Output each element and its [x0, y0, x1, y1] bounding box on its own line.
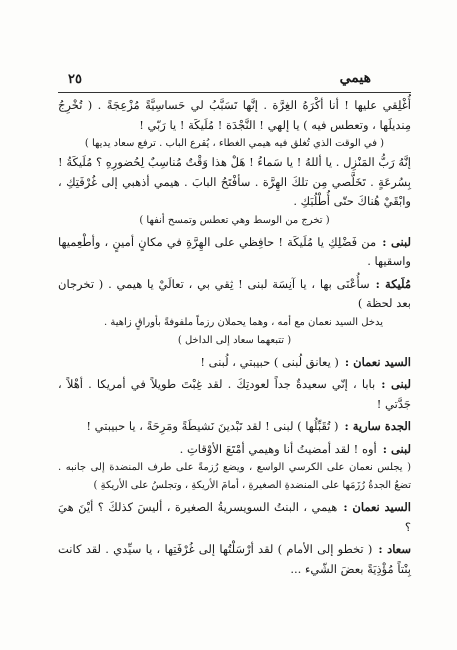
dialogue-text: أوه ! لقد أمضيتُ أنا وهيمي أمْتَعَ الأوْقاتِ . [179, 441, 377, 456]
stage-direction: ( في الوقت الذي تُغلق فيه هيمي الغطاء ، يُقرع الباب . ترفع سعاد يديها ) [84, 138, 385, 149]
paragraph: أُغْلِقي عليها ! أنا أكْرَهُ الغِرَّة . إنَّها تَسَبَّبُ لي حَساسِيَّةً مُزْعِجَةً . ( تُخْرِجُ مِنديلَها ، وتعطس فيه ) يا إلهي ! النَّجْدَة ! مُلَيكَة ! يا رَبّي ! [58, 98, 411, 132]
dialogue-line [58, 440, 411, 460]
page-number: ٢٥ [68, 72, 82, 87]
dialogue-line [58, 498, 411, 537]
running-title: هيمي [339, 70, 371, 86]
dialogue-text: ( يعانق لُبنى ) حبيبتي ، لُبنى ! [200, 354, 339, 369]
dialogue-line [58, 275, 411, 314]
paragraph: إنَّهُ رَبُّ المَنْزِل . يا أللهُ ! يا سَماءُ ! هَلْ هذا وَقْتٌ مُناسِبٌ لِحُضورِهِ ؟ مُلَيكَةُ ! بِسُرعَةٍ . تَخَلَّصي مِن تلكَ الهِرَّة . سأفْتَحُ البابَ . هيمي أذهبي إلى غُرْفَتِكِ ، وابْقَيْ هُناكَ حتّى أُطْلُبَكِ . [58, 155, 411, 208]
dialogue-text: سأُعْنَى بها ، يا آنِسَة لبنى ! ثِقي بي ، تعالَيْ يا هيمي . ( تخرجان بعد لحظة ) [58, 276, 411, 310]
speaker-name: سعاد : [378, 542, 411, 556]
speaker-name: مُلَيكة : [375, 276, 411, 291]
dialogue-text: ( تخطو إلى الأمام ) لقد أرْسَلْتُها إلى غُرْفَتِها ، يا سيِّدي . لقد كانت بِنْتاً مُؤْذِيَةً بعضَ الشّيء ... [58, 542, 411, 576]
dialogue-line [58, 417, 411, 437]
speaker-name: السيد نعمان : [344, 354, 411, 369]
dialogue-line [58, 353, 411, 373]
dialogue-text: ( تُقَبِّلُها ) لبنى ! لقد تَبْدينَ نَشيطَةً ومَرِحَةً ، يا حبيبتي ! [86, 419, 339, 433]
speaker-name: السيد نعمان : [343, 500, 411, 514]
speaker-name: لبنى : [382, 234, 411, 249]
header-rule [58, 92, 411, 93]
stage-direction: ( تتبعهما سعاد إلى الداخل ) [177, 334, 292, 346]
stage-direction: ( تخرج من الوسط وهي تعطس وتمسح أنفها ) [139, 214, 330, 226]
dialogue-text: من فَضْلِكِ يا مُلَيكَة ! حافِظي على الهِرَّةِ في مكانٍ أمينٍ ، وأطْعِميها واسقيها . [58, 234, 411, 268]
dialogue-line [58, 375, 411, 414]
dialogue-line [58, 233, 411, 272]
speaker-name: لبنى : [381, 377, 411, 391]
speaker-name: لبنى : [382, 441, 411, 456]
page-header [58, 68, 411, 90]
dialogue-line [58, 540, 411, 579]
dialogue-text: بابا ، إنّي سعيدةٌ جداً لعودتِكَ . لقد غِبْتَ طويلاً في أمريكا . أهْلاً ، جَدَّتي ! [58, 377, 411, 411]
page-body [58, 96, 411, 579]
stage-direction: يدخل السيد نعمان مع أمه ، وهما يحملان رزماً ملفوفةً بأوراقٍ زاهية . [104, 316, 383, 328]
dialogue-text: هيمي ، البنتُ السويسريةُ الصغيرة ، أليسَ كذلكَ ؟ أيْنَ هيَ ؟ [58, 500, 411, 534]
speaker-name: الجدة سارية : [344, 419, 411, 433]
stage-direction: ( يجلس نعمان على الكرسي الواسع ، ويضع رُزمةً على طرف المنضدة إلى جانبه . تضعُ الجدةُ رُزَمَها على المنضدةِ الصغيرةِ ، أمامَ الأريكةِ ، وتجلسُ على الأريكةِ ) [58, 462, 411, 491]
